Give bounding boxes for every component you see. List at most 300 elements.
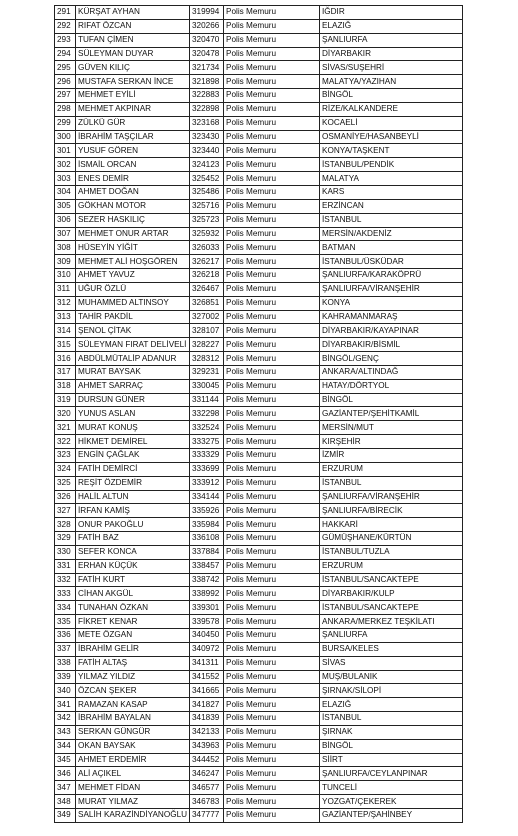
table-row (55, 698, 463, 712)
registry-number-cell: 325932 (190, 227, 224, 241)
title-cell: Polis Memuru (224, 656, 320, 670)
title-cell: Polis Memuru (224, 504, 320, 518)
title-cell: Polis Memuru (224, 6, 320, 20)
registry-number-cell: 320470 (190, 33, 224, 47)
name-cell: SÜLEYMAN DUYAR (76, 47, 190, 61)
registry-number-cell: 340450 (190, 628, 224, 642)
name-cell: ALİ AÇIKEL (76, 767, 190, 781)
title-cell: Polis Memuru (224, 795, 320, 809)
assignment-place-cell: DİYARBAKIR/KAYAPINAR (320, 324, 463, 338)
title-cell: Polis Memuru (224, 476, 320, 490)
title-cell: Polis Memuru (224, 47, 320, 61)
row-number-cell: 304 (55, 185, 76, 199)
name-cell: YUSUF GÖREN (76, 144, 190, 158)
registry-number-cell: 329231 (190, 365, 224, 379)
row-number-cell: 329 (55, 532, 76, 546)
row-number-cell: 307 (55, 227, 76, 241)
title-cell: Polis Memuru (224, 310, 320, 324)
title-cell: Polis Memuru (224, 172, 320, 186)
registry-number-cell: 326467 (190, 282, 224, 296)
table-row (55, 324, 463, 338)
assignment-place-cell: MUŞ/BULANIK (320, 670, 463, 684)
table-row (55, 75, 463, 89)
name-cell: OKAN BAYSAK (76, 739, 190, 753)
table-row (55, 61, 463, 75)
assignment-place-cell: KOCAELİ (320, 116, 463, 130)
title-cell: Polis Memuru (224, 19, 320, 33)
registry-number-cell: 341552 (190, 670, 224, 684)
row-number-cell: 344 (55, 739, 76, 753)
row-number-cell: 311 (55, 282, 76, 296)
registry-number-cell: 343963 (190, 739, 224, 753)
name-cell: SERKAN GÜNGÜR (76, 725, 190, 739)
table-row (55, 144, 463, 158)
assignment-place-cell: İSTANBUL (320, 213, 463, 227)
assignment-place-cell: GAZİANTEP/ŞEHİTKAMİL (320, 407, 463, 421)
row-number-cell: 295 (55, 61, 76, 75)
registry-number-cell: 335984 (190, 518, 224, 532)
assignment-place-cell: ŞIRNAK/SİLOPİ (320, 684, 463, 698)
title-cell: Polis Memuru (224, 75, 320, 89)
row-number-cell: 346 (55, 767, 76, 781)
row-number-cell: 320 (55, 407, 76, 421)
registry-number-cell: 328227 (190, 338, 224, 352)
name-cell: SEFER KONCA (76, 545, 190, 559)
row-number-cell: 343 (55, 725, 76, 739)
name-cell: ABDÜLMÜTALİP ADANUR (76, 352, 190, 366)
assignment-place-cell: İSTANBUL/TUZLA (320, 545, 463, 559)
title-cell: Polis Memuru (224, 490, 320, 504)
title-cell: Polis Memuru (224, 338, 320, 352)
assignment-place-cell: HAKKARİ (320, 518, 463, 532)
name-cell: MEHMET ONUR ARTAR (76, 227, 190, 241)
table-row (55, 684, 463, 698)
assignment-place-cell: İSTANBUL/SANCAKTEPE (320, 601, 463, 615)
table-row (55, 421, 463, 435)
name-cell: HİKMET DEMİREL (76, 435, 190, 449)
assignment-place-cell: IĞDIR (320, 6, 463, 20)
name-cell: İBRAHİM BAYALAN (76, 712, 190, 726)
registry-number-cell: 347777 (190, 808, 224, 822)
registry-number-cell: 338742 (190, 573, 224, 587)
table-row (55, 739, 463, 753)
row-number-cell: 294 (55, 47, 76, 61)
registry-number-cell: 338457 (190, 559, 224, 573)
table-row (55, 615, 463, 629)
assignment-place-cell: DİYARBAKIR/KULP (320, 587, 463, 601)
assignment-place-cell: BURSA/KELES (320, 642, 463, 656)
registry-number-cell: 322883 (190, 89, 224, 103)
name-cell: MURAT KONUŞ (76, 421, 190, 435)
assignment-place-cell: KIRŞEHİR (320, 435, 463, 449)
assignment-place-cell: SİVAS (320, 656, 463, 670)
registry-number-cell: 325716 (190, 199, 224, 213)
row-number-cell: 342 (55, 712, 76, 726)
registry-number-cell: 323430 (190, 130, 224, 144)
table-row (55, 213, 463, 227)
registry-number-cell: 338992 (190, 587, 224, 601)
table-row (55, 490, 463, 504)
name-cell: AHMET SARRAÇ (76, 379, 190, 393)
table-row (55, 781, 463, 795)
row-number-cell: 341 (55, 698, 76, 712)
table-row (55, 628, 463, 642)
table-row (55, 116, 463, 130)
assignment-place-cell: BİNGÖL (320, 739, 463, 753)
name-cell: UĞUR ÖZLÜ (76, 282, 190, 296)
row-number-cell: 308 (55, 241, 76, 255)
table-row (55, 310, 463, 324)
registry-number-cell: 342133 (190, 725, 224, 739)
table-row (55, 185, 463, 199)
title-cell: Polis Memuru (224, 324, 320, 338)
name-cell: HÜSEYİN YİĞİT (76, 241, 190, 255)
row-number-cell: 333 (55, 587, 76, 601)
registry-number-cell: 325723 (190, 213, 224, 227)
row-number-cell: 319 (55, 393, 76, 407)
table-row (55, 379, 463, 393)
title-cell: Polis Memuru (224, 365, 320, 379)
name-cell: İSMAİL ORCAN (76, 158, 190, 172)
assignment-place-cell: ŞIRNAK (320, 725, 463, 739)
registry-number-cell: 328312 (190, 352, 224, 366)
title-cell: Polis Memuru (224, 545, 320, 559)
registry-number-cell: 340972 (190, 642, 224, 656)
table-row (55, 545, 463, 559)
table-row (55, 670, 463, 684)
registry-number-cell: 330045 (190, 379, 224, 393)
title-cell: Polis Memuru (224, 158, 320, 172)
table-row (55, 47, 463, 61)
title-cell: Polis Memuru (224, 781, 320, 795)
title-cell: Polis Memuru (224, 739, 320, 753)
row-number-cell: 297 (55, 89, 76, 103)
assignment-place-cell: ERZURUM (320, 462, 463, 476)
row-number-cell: 309 (55, 255, 76, 269)
row-number-cell: 325 (55, 476, 76, 490)
assignment-place-cell: RİZE/KALKANDERE (320, 102, 463, 116)
name-cell: METE ÖZGAN (76, 628, 190, 642)
registry-number-cell: 322898 (190, 102, 224, 116)
assignment-place-cell: HATAY/DÖRTYOL (320, 379, 463, 393)
assignment-place-cell: MALATYA (320, 172, 463, 186)
registry-number-cell: 326033 (190, 241, 224, 255)
name-cell: MURAT YILMAZ (76, 795, 190, 809)
row-number-cell: 310 (55, 269, 76, 283)
assignment-place-cell: YOZGAT/ÇEKEREK (320, 795, 463, 809)
name-cell: ZÜLKÜ GÜR (76, 116, 190, 130)
title-cell: Polis Memuru (224, 753, 320, 767)
title-cell: Polis Memuru (224, 407, 320, 421)
table-row (55, 6, 463, 20)
assignment-place-cell: ŞANLIURFA/KARAKÖPRÜ (320, 269, 463, 283)
registry-number-cell: 320478 (190, 47, 224, 61)
name-cell: MEHMET ALİ HOŞGÖREN (76, 255, 190, 269)
row-number-cell: 337 (55, 642, 76, 656)
title-cell: Polis Memuru (224, 393, 320, 407)
table-row (55, 255, 463, 269)
personnel-table-body (55, 6, 463, 823)
row-number-cell: 348 (55, 795, 76, 809)
name-cell: YILMAZ YILDIZ (76, 670, 190, 684)
table-row (55, 33, 463, 47)
row-number-cell: 347 (55, 781, 76, 795)
registry-number-cell: 333912 (190, 476, 224, 490)
title-cell: Polis Memuru (224, 628, 320, 642)
name-cell: DURSUN GÜNER (76, 393, 190, 407)
assignment-place-cell: BİNGÖL (320, 89, 463, 103)
name-cell: MEHMET AKPINAR (76, 102, 190, 116)
name-cell: ENES DEMİR (76, 172, 190, 186)
title-cell: Polis Memuru (224, 33, 320, 47)
name-cell: GÜVEN KILIÇ (76, 61, 190, 75)
title-cell: Polis Memuru (224, 712, 320, 726)
registry-number-cell: 331144 (190, 393, 224, 407)
assignment-place-cell: ELAZIĞ (320, 698, 463, 712)
registry-number-cell: 333699 (190, 462, 224, 476)
table-row (55, 393, 463, 407)
row-number-cell: 327 (55, 504, 76, 518)
registry-number-cell: 335926 (190, 504, 224, 518)
personnel-list-page (54, 5, 463, 823)
assignment-place-cell: BATMAN (320, 241, 463, 255)
title-cell: Polis Memuru (224, 144, 320, 158)
registry-number-cell: 320266 (190, 19, 224, 33)
row-number-cell: 314 (55, 324, 76, 338)
row-number-cell: 338 (55, 656, 76, 670)
table-row (55, 269, 463, 283)
assignment-place-cell: İSTANBUL/ÜSKÜDAR (320, 255, 463, 269)
registry-number-cell: 341827 (190, 698, 224, 712)
title-cell: Polis Memuru (224, 573, 320, 587)
title-cell: Polis Memuru (224, 227, 320, 241)
registry-number-cell: 319994 (190, 6, 224, 20)
title-cell: Polis Memuru (224, 698, 320, 712)
registry-number-cell: 346247 (190, 767, 224, 781)
row-number-cell: 313 (55, 310, 76, 324)
name-cell: YUNUS ASLAN (76, 407, 190, 421)
title-cell: Polis Memuru (224, 587, 320, 601)
title-cell: Polis Memuru (224, 767, 320, 781)
row-number-cell: 312 (55, 296, 76, 310)
title-cell: Polis Memuru (224, 449, 320, 463)
row-number-cell: 302 (55, 158, 76, 172)
row-number-cell: 326 (55, 490, 76, 504)
row-number-cell: 321 (55, 421, 76, 435)
registry-number-cell: 337884 (190, 545, 224, 559)
registry-number-cell: 339301 (190, 601, 224, 615)
assignment-place-cell: MERSİN/MUT (320, 421, 463, 435)
registry-number-cell: 332298 (190, 407, 224, 421)
assignment-place-cell: KAHRAMANMARAŞ (320, 310, 463, 324)
title-cell: Polis Memuru (224, 808, 320, 822)
table-row (55, 172, 463, 186)
name-cell: RAMAZAN KASAP (76, 698, 190, 712)
table-row (55, 352, 463, 366)
name-cell: FATİH KURT (76, 573, 190, 587)
name-cell: MURAT BAYSAK (76, 365, 190, 379)
table-row (55, 89, 463, 103)
assignment-place-cell: KARS (320, 185, 463, 199)
assignment-place-cell: ANKARA/ALTINDAĞ (320, 365, 463, 379)
table-row (55, 767, 463, 781)
table-row (55, 462, 463, 476)
registry-number-cell: 333329 (190, 449, 224, 463)
title-cell: Polis Memuru (224, 684, 320, 698)
title-cell: Polis Memuru (224, 213, 320, 227)
title-cell: Polis Memuru (224, 241, 320, 255)
name-cell: AHMET YAVUZ (76, 269, 190, 283)
table-row (55, 601, 463, 615)
table-row (55, 407, 463, 421)
row-number-cell: 298 (55, 102, 76, 116)
assignment-place-cell: İZMİR (320, 449, 463, 463)
row-number-cell: 336 (55, 628, 76, 642)
title-cell: Polis Memuru (224, 352, 320, 366)
assignment-place-cell: DİYARBAKIR (320, 47, 463, 61)
name-cell: İRFAN KAMİŞ (76, 504, 190, 518)
registry-number-cell: 327002 (190, 310, 224, 324)
name-cell: ŞENOL ÇİTAK (76, 324, 190, 338)
name-cell: SALİH KARAZİNDİYANOĞLU (76, 808, 190, 822)
assignment-place-cell: BİNGÖL (320, 393, 463, 407)
title-cell: Polis Memuru (224, 269, 320, 283)
title-cell: Polis Memuru (224, 462, 320, 476)
table-row (55, 504, 463, 518)
name-cell: ONUR PAKOĞLU (76, 518, 190, 532)
name-cell: FATİH ALTAŞ (76, 656, 190, 670)
registry-number-cell: 323168 (190, 116, 224, 130)
row-number-cell: 324 (55, 462, 76, 476)
title-cell: Polis Memuru (224, 255, 320, 269)
row-number-cell: 306 (55, 213, 76, 227)
row-number-cell: 349 (55, 808, 76, 822)
name-cell: CİHAN AKGÜL (76, 587, 190, 601)
assignment-place-cell: ŞANLIURFA (320, 33, 463, 47)
title-cell: Polis Memuru (224, 116, 320, 130)
table-row (55, 725, 463, 739)
name-cell: ÖZCAN ŞEKER (76, 684, 190, 698)
row-number-cell: 305 (55, 199, 76, 213)
assignment-place-cell: ŞANLIURFA (320, 628, 463, 642)
row-number-cell: 293 (55, 33, 76, 47)
registry-number-cell: 328107 (190, 324, 224, 338)
name-cell: SEZER HASKILIÇ (76, 213, 190, 227)
table-row (55, 435, 463, 449)
name-cell: FATİH BAZ (76, 532, 190, 546)
registry-number-cell: 336108 (190, 532, 224, 546)
table-row (55, 532, 463, 546)
row-number-cell: 328 (55, 518, 76, 532)
row-number-cell: 316 (55, 352, 76, 366)
name-cell: AHMET ERDEMİR (76, 753, 190, 767)
table-row (55, 808, 463, 822)
assignment-place-cell: TUNCELİ (320, 781, 463, 795)
table-row (55, 476, 463, 490)
name-cell: İBRAHİM GELİR (76, 642, 190, 656)
registry-number-cell: 323440 (190, 144, 224, 158)
name-cell: MEHMET EYİLİ (76, 89, 190, 103)
row-number-cell: 332 (55, 573, 76, 587)
assignment-place-cell: KONYA (320, 296, 463, 310)
registry-number-cell: 334144 (190, 490, 224, 504)
name-cell: TAHİR PAKDİL (76, 310, 190, 324)
registry-number-cell: 344452 (190, 753, 224, 767)
registry-number-cell: 325486 (190, 185, 224, 199)
table-row (55, 338, 463, 352)
name-cell: REŞİT ÖZDEMİR (76, 476, 190, 490)
row-number-cell: 303 (55, 172, 76, 186)
registry-number-cell: 346783 (190, 795, 224, 809)
registry-number-cell: 321898 (190, 75, 224, 89)
row-number-cell: 318 (55, 379, 76, 393)
table-row (55, 753, 463, 767)
title-cell: Polis Memuru (224, 296, 320, 310)
name-cell: ERHAN KÜÇÜK (76, 559, 190, 573)
title-cell: Polis Memuru (224, 185, 320, 199)
table-row (55, 712, 463, 726)
table-row (55, 559, 463, 573)
title-cell: Polis Memuru (224, 435, 320, 449)
assignment-place-cell: MERSİN/AKDENİZ (320, 227, 463, 241)
row-number-cell: 323 (55, 449, 76, 463)
assignment-place-cell: ERZİNCAN (320, 199, 463, 213)
row-number-cell: 315 (55, 338, 76, 352)
name-cell: AHMET DOĞAN (76, 185, 190, 199)
table-row (55, 296, 463, 310)
title-cell: Polis Memuru (224, 532, 320, 546)
name-cell: SÜLEYMAN FIRAT DELİVELİ (76, 338, 190, 352)
registry-number-cell: 339578 (190, 615, 224, 629)
table-row (55, 656, 463, 670)
table-row (55, 365, 463, 379)
row-number-cell: 330 (55, 545, 76, 559)
title-cell: Polis Memuru (224, 601, 320, 615)
row-number-cell: 301 (55, 144, 76, 158)
name-cell: MEHMET FİDAN (76, 781, 190, 795)
title-cell: Polis Memuru (224, 102, 320, 116)
registry-number-cell: 324123 (190, 158, 224, 172)
row-number-cell: 292 (55, 19, 76, 33)
registry-number-cell: 332524 (190, 421, 224, 435)
row-number-cell: 300 (55, 130, 76, 144)
name-cell: KÜRŞAT AYHAN (76, 6, 190, 20)
assignment-place-cell: SİVAS/SUŞEHRİ (320, 61, 463, 75)
table-row (55, 587, 463, 601)
name-cell: TUNAHAN ÖZKAN (76, 601, 190, 615)
name-cell: RIFAT ÖZCAN (76, 19, 190, 33)
assignment-place-cell: İSTANBUL/SANCAKTEPE (320, 573, 463, 587)
table-row (55, 241, 463, 255)
row-number-cell: 345 (55, 753, 76, 767)
registry-number-cell: 341839 (190, 712, 224, 726)
assignment-place-cell: GÜMÜŞHANE/KÜRTÜN (320, 532, 463, 546)
assignment-place-cell: SİİRT (320, 753, 463, 767)
name-cell: ENGİN ÇAĞLAK (76, 449, 190, 463)
assignment-place-cell: İSTANBUL (320, 476, 463, 490)
personnel-table (54, 5, 463, 823)
assignment-place-cell: ŞANLIURFA/VİRANŞEHİR (320, 282, 463, 296)
registry-number-cell: 341665 (190, 684, 224, 698)
assignment-place-cell: KONYA/TAŞKENT (320, 144, 463, 158)
registry-number-cell: 326217 (190, 255, 224, 269)
table-row (55, 573, 463, 587)
row-number-cell: 291 (55, 6, 76, 20)
title-cell: Polis Memuru (224, 421, 320, 435)
assignment-place-cell: DİYARBAKIR/BİSMİL (320, 338, 463, 352)
assignment-place-cell: BİNGÖL/GENÇ (320, 352, 463, 366)
row-number-cell: 296 (55, 75, 76, 89)
